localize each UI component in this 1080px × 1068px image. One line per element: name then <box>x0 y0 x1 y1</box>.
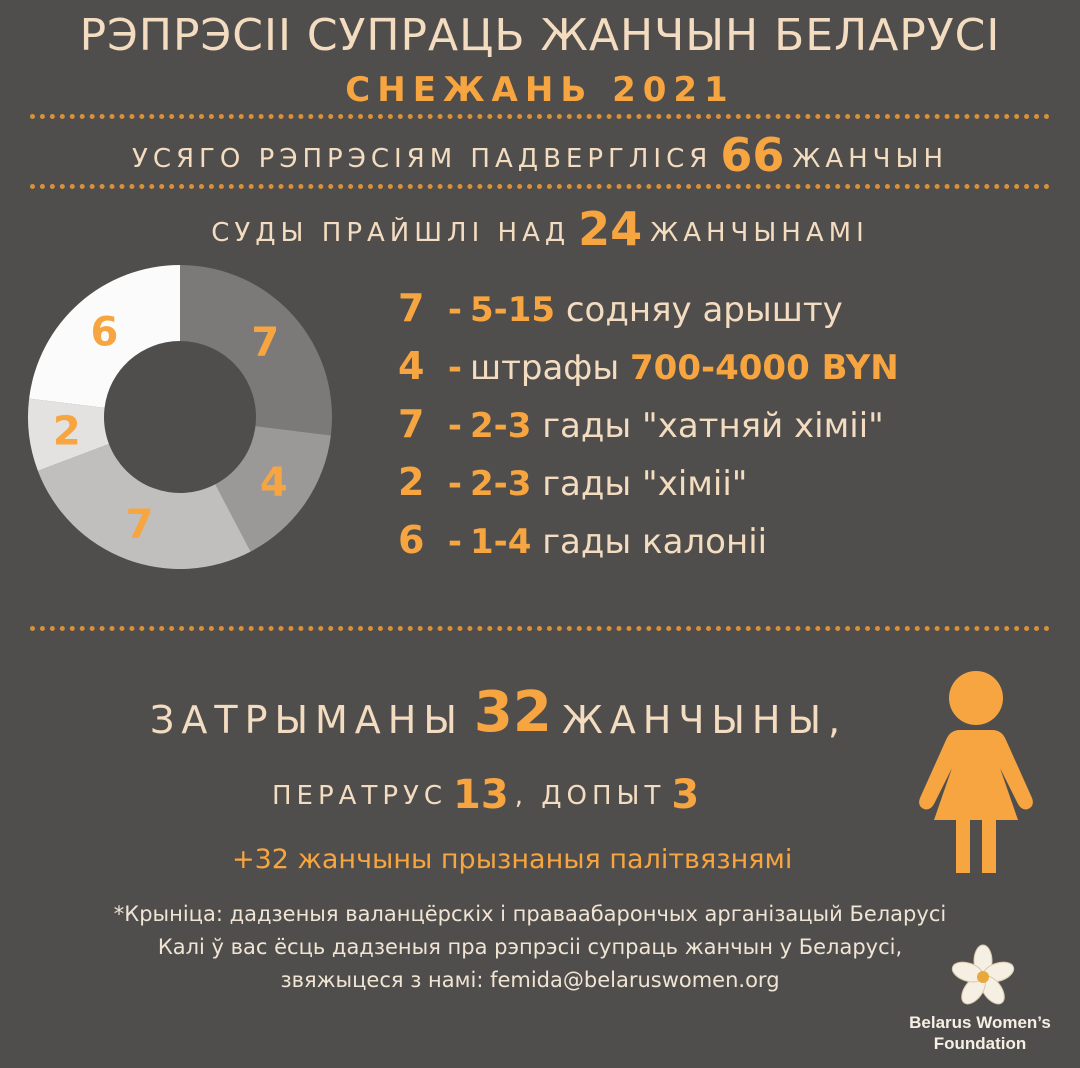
legend-dash: - <box>436 522 462 562</box>
detained-line <box>150 680 847 745</box>
source-line: *Крыніца: дадзеныя валанцёрскіх і праваабарончых арганізацый Беларусі <box>113 902 947 926</box>
infographic-title: РЭПРЭСІІ СУПРАЦЬ ЖАНЧЫН БЕЛАРУСІ <box>79 10 1001 61</box>
legend-text: 1-4 <box>469 522 532 562</box>
foundation-name-line2: Foundation <box>933 1034 1027 1053</box>
total-number: 66 <box>720 128 785 182</box>
total-suffix: ЖАНЧЫН <box>792 144 949 174</box>
flower-logo-icon <box>950 944 1016 1010</box>
legend-text: гады "хатняй хіміі" <box>531 406 884 446</box>
total-repressed-line <box>0 128 1080 182</box>
legend-dash: - <box>436 348 462 388</box>
dotted-divider-2 <box>30 184 1050 189</box>
detained-suffix: ЖАНЧЫНЫ, <box>561 698 848 742</box>
legend-count: 7 <box>398 402 425 446</box>
legend-item <box>398 402 899 460</box>
interrogation-label: , ДОПЫТ <box>514 781 666 811</box>
legend-dash: - <box>436 464 462 504</box>
donut-slice-label: 4 <box>259 459 288 506</box>
legend-item <box>398 286 899 344</box>
legend-item <box>398 460 899 518</box>
legend-text: содняу арышту <box>555 290 843 330</box>
donut-slice-label: 6 <box>90 309 119 356</box>
courts-suffix: ЖАНЧЫНАМІ <box>650 218 869 248</box>
foundation-name-line1: Belarus Women’s <box>909 1013 1051 1032</box>
search-interrogation-line <box>272 772 705 818</box>
donut-slice-label: 7 <box>125 501 154 548</box>
detained-prefix: ЗАТРЫМАНЫ <box>150 698 464 742</box>
sentences-donut-chart <box>20 262 340 582</box>
dotted-divider-3 <box>30 626 1050 631</box>
interrogation-number: 3 <box>671 772 700 818</box>
dotted-divider-1 <box>30 114 1050 119</box>
search-number: 13 <box>453 772 509 818</box>
legend-count: 2 <box>398 460 425 504</box>
sentences-legend <box>398 286 899 576</box>
legend-dash: - <box>436 406 462 446</box>
legend-text: гады калоніі <box>531 522 768 562</box>
infographic-subtitle: СНЕЖАНЬ 2021 <box>345 70 735 110</box>
donut-slice-label: 2 <box>52 408 81 455</box>
legend-count: 6 <box>398 518 425 562</box>
detained-number: 32 <box>473 680 552 745</box>
legend-item <box>398 344 899 402</box>
legend-text: 5-15 <box>469 290 556 330</box>
legend-text: 2-3 <box>469 406 532 446</box>
woman-icon <box>916 668 1036 878</box>
legend-count: 4 <box>398 344 425 388</box>
donut-slice-label: 7 <box>251 319 280 366</box>
legend-count: 7 <box>398 286 425 330</box>
legend-text: штрафы <box>469 348 631 388</box>
legend-text: 2-3 <box>469 464 532 504</box>
contact-line: Калі ў вас ёсць дадзеныя пра рэпрэсіі супраць жанчын у Беларусі, звяжыцеся з намі: femida@belaruswomen.org <box>157 935 903 992</box>
foundation-name <box>880 1012 1080 1054</box>
legend-item <box>398 518 899 576</box>
courts-number: 24 <box>578 202 643 256</box>
source-note <box>100 898 960 997</box>
search-label: ПЕРАТРУС <box>272 781 448 811</box>
total-prefix: УСЯГО РЭПРЭСІЯМ ПАДВЕРГЛІСЯ <box>131 144 713 174</box>
legend-dash: - <box>436 290 462 330</box>
courts-prefix: СУДЫ ПРАЙШЛІ НАД <box>211 218 571 248</box>
legend-text: 700-4000 BYN <box>630 348 899 388</box>
political-prisoners-line: +32 жанчыны прызнаныя палітвязнямі <box>232 844 793 875</box>
courts-line <box>0 202 1080 256</box>
legend-text: гады "хіміі" <box>531 464 748 504</box>
